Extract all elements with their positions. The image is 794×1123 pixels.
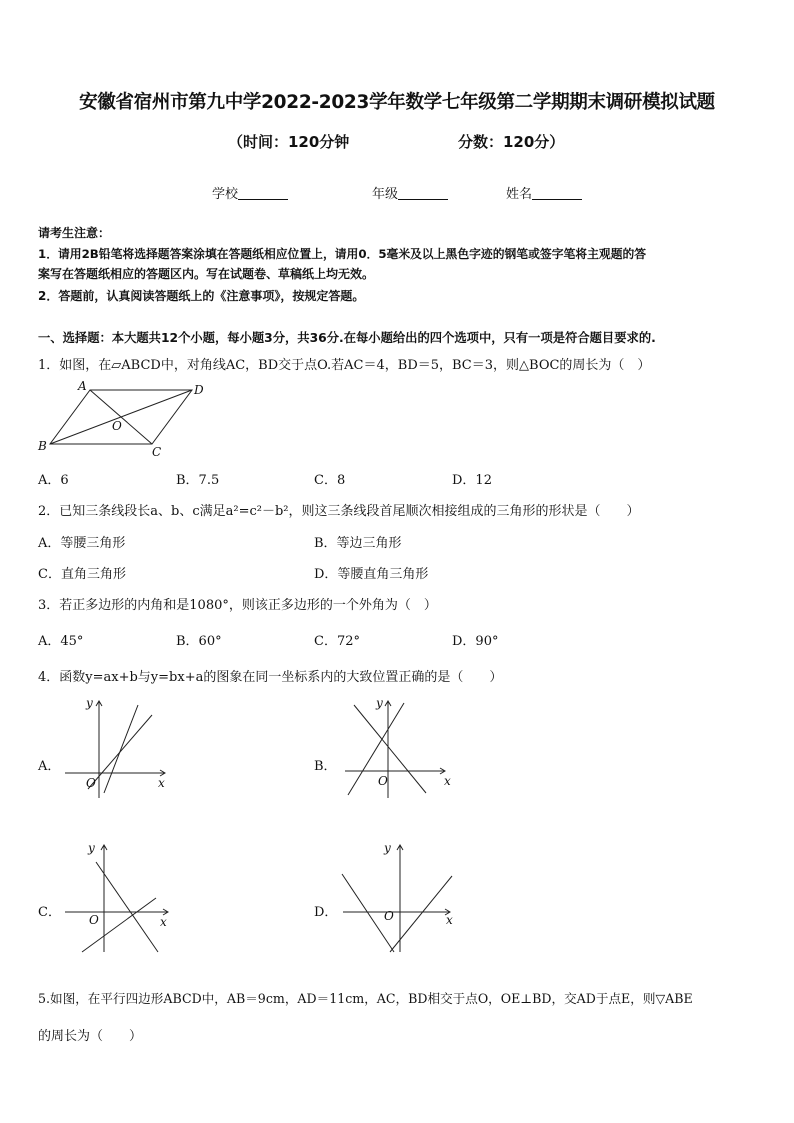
q1-option-d: D．12 [452, 473, 492, 488]
q3-stem: 3．若正多边形的内角和是1080°，则该正多边形的一个外角为（ ） [38, 598, 437, 613]
q4-option-d-label: D． [314, 905, 338, 920]
grade-label: 年级 [372, 187, 399, 202]
diagonal-bd [50, 390, 192, 444]
q4-option-a-label: A． [38, 759, 61, 774]
name-label: 姓名 [506, 187, 533, 202]
y-label: y [88, 841, 95, 855]
y-label: y [86, 696, 93, 710]
label-o: O [112, 419, 122, 433]
q1-option-a: A．6 [38, 473, 69, 488]
score-info: 分数：120分） [458, 133, 565, 151]
q1-stem: 1．如图，在▱ABCD中，对角线AC，BD交于点O.若AC＝4，BD＝5，BC＝3，则△BOC的周长为（ ） [38, 358, 651, 373]
grade-blank [398, 187, 448, 200]
q1-option-b: B．7.5 [176, 473, 220, 488]
x-label: x [444, 774, 451, 788]
q4-graph-c [60, 840, 180, 955]
line-1 [96, 862, 158, 952]
q3-option-b: B．60° [176, 634, 222, 649]
x-label: x [158, 776, 165, 790]
label-a: A [78, 379, 87, 393]
y-label: y [376, 696, 383, 710]
q3-option-c: C．72° [314, 634, 360, 649]
q1-parallelogram-figure [32, 378, 212, 460]
notes-heading: 请考生注意： [38, 226, 111, 240]
page-title: 安徽省宿州市第九中学2022-2023学年数学七年级第二学期期末调研模拟试题 [79, 92, 715, 113]
q4-graph-d [338, 840, 463, 955]
note-line-1a: 1．请用2B铅笔将选择题答案涂填在答题纸相应位置上，请用0．5毫米及以上黑色字迹的钢笔或签字笔将主观题的答 [38, 247, 647, 261]
school-blank [238, 187, 288, 200]
q2-option-d: D．等腰直角三角形 [314, 567, 429, 582]
y-label: y [384, 841, 391, 855]
label-b: B [38, 439, 47, 453]
q2-stem: 2．已知三条线段长a、b、c满足a²=c²－b²，则这三条线段首尾顺次相接组成的三角形的形状是（ ） [38, 504, 640, 519]
line-2 [104, 705, 138, 793]
line-2 [390, 876, 452, 952]
q5-stem-line-2: 的周长为（ ） [38, 1029, 143, 1044]
school-label: 学校 [212, 187, 239, 202]
label-d: D [194, 383, 204, 397]
q2-option-c: C．直角三角形 [38, 567, 126, 582]
q3-option-d: D．90° [452, 634, 499, 649]
q2-option-b: B．等边三角形 [314, 536, 402, 551]
name-blank [532, 187, 582, 200]
origin-label: O [86, 776, 96, 790]
origin-label: O [378, 774, 388, 788]
q4-stem: 4．函数y=ax+b与y=bx+a的图象在同一坐标系内的大致位置正确的是（ ） [38, 670, 503, 685]
q3-option-a: A．45° [38, 634, 84, 649]
time-info: （时间：120分钟 [228, 133, 350, 151]
origin-label: O [89, 913, 99, 927]
grade-field [372, 183, 448, 202]
x-label: x [446, 913, 453, 927]
school-field [212, 183, 288, 202]
name-field [506, 183, 582, 202]
q4-option-c-label: C． [38, 905, 61, 920]
x-label: x [160, 915, 167, 929]
q5-stem-line-1: 5.如图，在平行四边形ABCD中，AB＝9cm，AD＝11cm，AC，BD相交于点O，OE⊥BD，交AD于点E，则▽ABE [38, 991, 693, 1006]
q1-option-c: C．8 [314, 473, 346, 488]
q4-graph-b [340, 693, 460, 803]
line-2 [354, 705, 426, 793]
line-1 [348, 703, 404, 795]
origin-label: O [384, 909, 394, 923]
q2-option-a: A．等腰三角形 [38, 536, 126, 551]
note-line-2: 2．答题前，认真阅读答题纸上的《注意事项》，按规定答题。 [38, 289, 365, 303]
q4-graph-a [60, 693, 180, 803]
note-line-1b: 案写在答题纸相应的答题区内。写在试题卷、草稿纸上均无效。 [38, 267, 375, 281]
label-c: C [152, 445, 162, 459]
section-heading: 一、选择题：本大题共12个小题，每小题3分，共36分.在每小题给出的四个选项中，只有一项是符合题目要求的. [38, 331, 656, 345]
q4-option-b-label: B． [314, 759, 337, 774]
